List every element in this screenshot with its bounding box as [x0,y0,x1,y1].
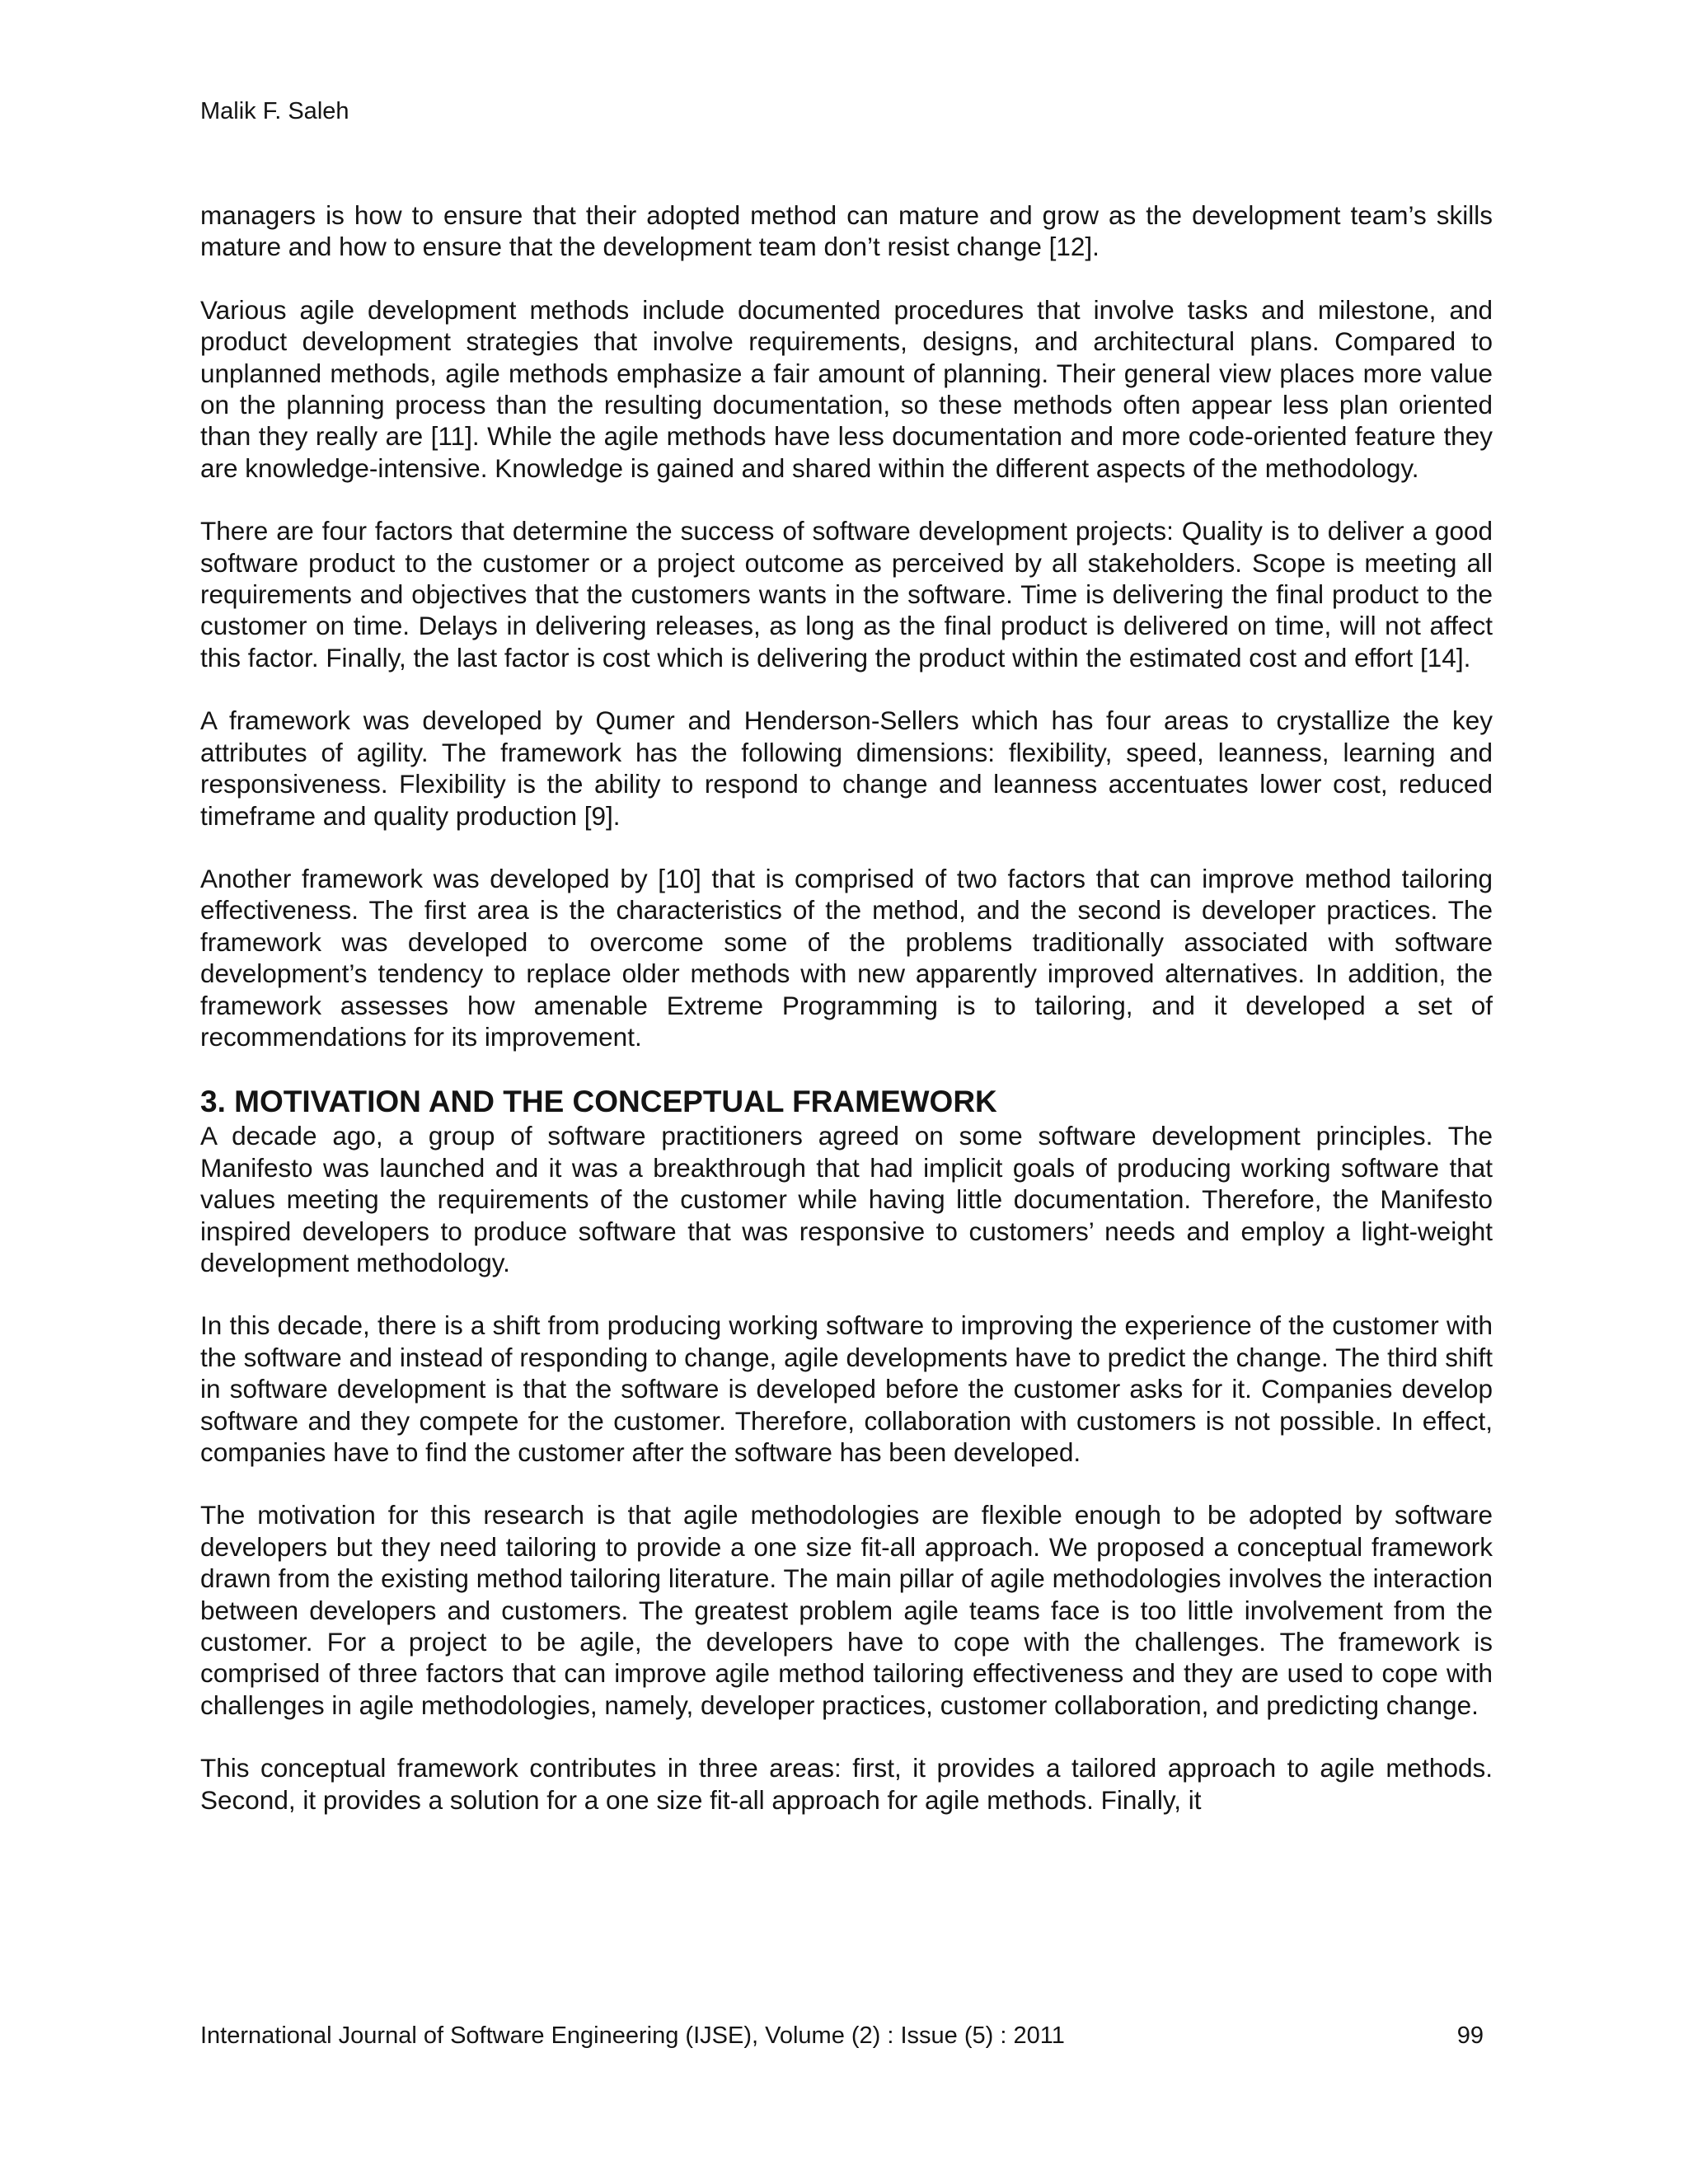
paragraph-1: managers is how to ensure that their adopted method can mature and grow as the development team’s skills mature and how to ensure that the development team don’t resist change [12]. [200,200,1493,262]
paragraph-2: Various agile development methods include documented procedures that involve tasks and milestone, and product development strategies that involve requirements, designs, and architectural plans. Compared to unplanned methods, agile methods emphasize a fair amount of planning. Their general view places more value on the planning process than the resulting documentation, so these methods often appear less plan oriented than they really are [11]. While the agile methods have less documentation and more code-oriented feature they are knowledge-intensive. Knowledge is gained and shared within the different aspects of the methodology. [200,294,1493,483]
page-number: 99 [1456,2022,1484,2049]
paragraph-4: A framework was developed by Qumer and Henderson-Sellers which has four areas to crystallize the key attributes of agility. The framework has the following dimensions: flexibility, speed, leanness, learning and responsiveness. Flexibility is the ability to respond to change and leanness accentuates lower cost, reduced timeframe and quality production [9]. [200,705,1493,831]
paragraph-8: The motivation for this research is that agile methodologies are flexible enough to be adopted by software developers but they need tailoring to provide a one size fit-all approach. We proposed a conceptual framework drawn from the existing method tailoring literature. The main pillar of agile methodologies involves the interaction between developers and customers. The greatest problem agile teams face is too little involvement from the customer. For a project to be agile, the developers have to cope with the challenges. The framework is comprised of three factors that can improve agile method tailoring effectiveness and they are used to cope with challenges in agile methodologies, namely, developer practices, customer collaboration, and predicting change. [200,1500,1493,1720]
paragraph-3: There are four factors that determine the success of software development projects: Quality is to deliver a good software product to the customer or a project outcome as perceived by all stakeholders. Scope is meeting all requirements and objectives that the customers wants in the software. Time is delivering the final product to the customer on time. Delays in delivering releases, as long as the final product is delivered on time, will not affect this factor. Finally, the last factor is cost which is delivering the product within the estimated cost and effort [14]. [200,516,1493,673]
body-text [200,199,1493,1847]
running-header-author: Malik F. Saleh [200,98,349,124]
paragraph-5: Another framework was developed by [10] that is comprised of two factors that can improve method tailoring effectiveness. The first area is the characteristics of the method, and the second is developer practices. The framework was developed to overcome some of the problems traditionally associated with software development’s tendency to replace older methods with new apparently improved alternatives. In addition, the framework assesses how amenable Extreme Programming is to tailoring, and it developed a set of recommendations for its improvement. [200,863,1493,1052]
footer-journal-citation: International Journal of Software Engineering (IJSE), Volume (2) : Issue (5) : 2011 [200,2022,1065,2049]
section-heading: 3. MOTIVATION AND THE CONCEPTUAL FRAMEWORK [200,1085,997,1119]
paragraph-7: In this decade, there is a shift from producing working software to improving the experience of the customer with the software and instead of responding to change, agile developments have to predict the change. The third shift in software development is that the software is developed before the customer asks for it. Companies develop software and they compete for the customer. Therefore, collaboration with customers is not possible. In effect, companies have to find the customer after the software has been developed. [200,1310,1493,1467]
paragraph-9: This conceptual framework contributes in three areas: first, it provides a tailored approach to agile methods. Second, it provides a solution for a one size fit-all approach for agile methods. Finally, it [200,1753,1493,1815]
paragraph-6: A decade ago, a group of software practitioners agreed on some software development principles. The Manifesto was launched and it was a breakthrough that had implicit goals of producing working software that values meeting the requirements of the customer while having little documentation. Therefore, the Manifesto inspired developers to produce software that was responsive to customers’ needs and employ a light-weight development methodology. [200,1121,1493,1277]
